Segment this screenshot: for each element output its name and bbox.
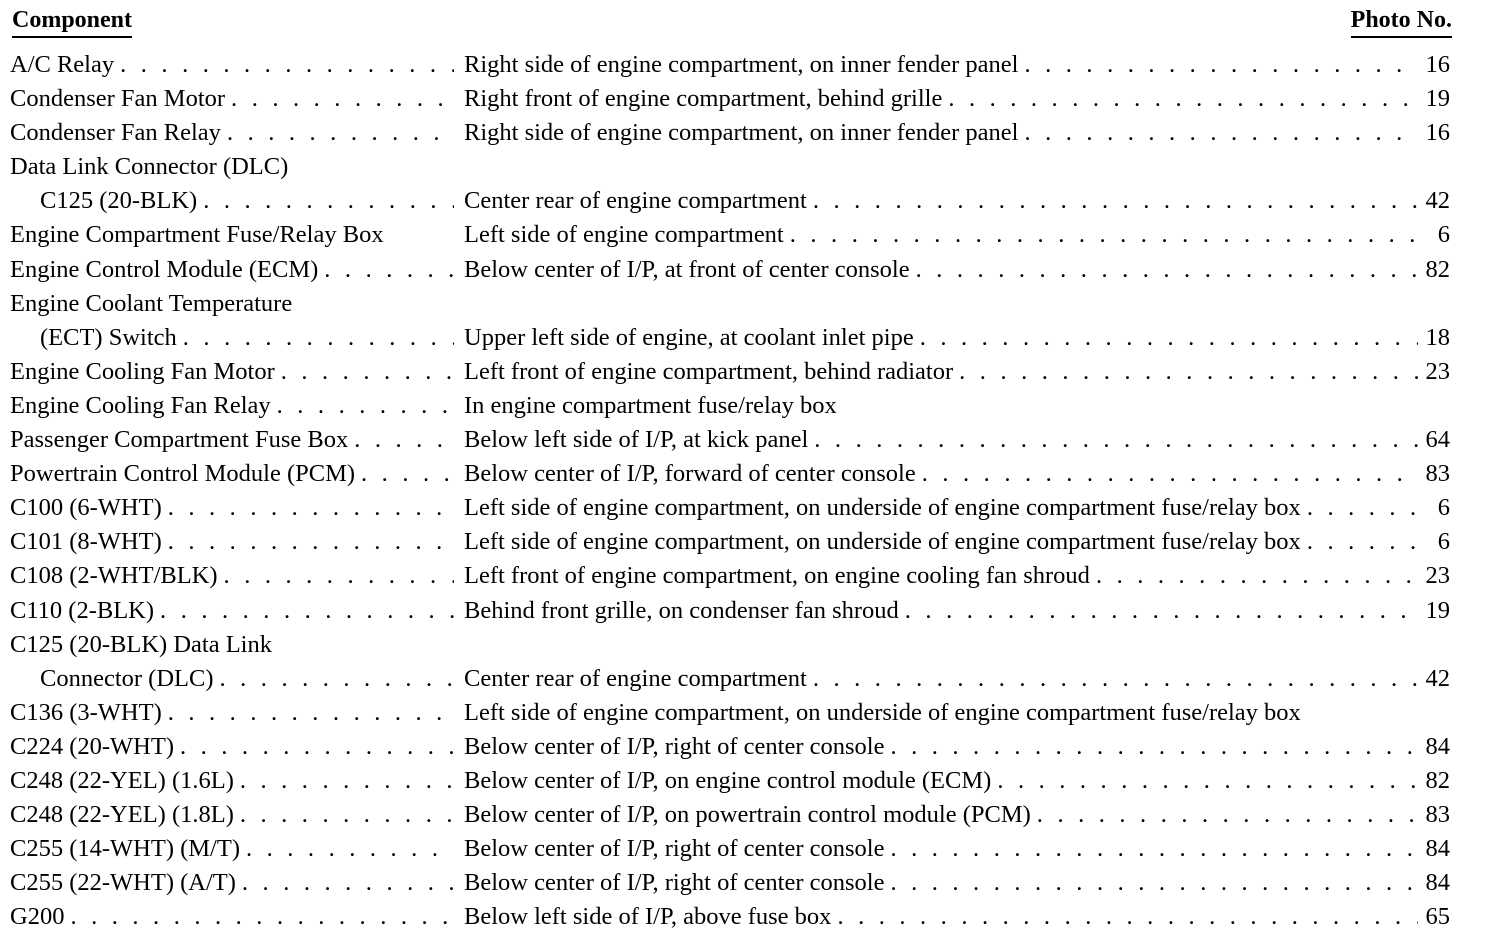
component-name: Data Link Connector (DLC)	[10, 153, 289, 181]
component-cell	[10, 764, 454, 798]
dot-leader	[899, 594, 1418, 628]
table-row	[10, 389, 1450, 423]
table-row	[10, 321, 1450, 355]
table-row	[10, 82, 1450, 116]
location-cell	[464, 594, 1450, 628]
dot-leader	[355, 457, 454, 491]
location-cell	[464, 662, 1450, 696]
location-cell	[464, 355, 1450, 389]
dot-leader	[884, 832, 1417, 866]
component-name: C248 (22-YEL) (1.6L)	[10, 766, 234, 794]
component-cell	[10, 287, 454, 321]
component-name: C248 (22-YEL) (1.8L)	[10, 801, 234, 829]
location-text: Left front of engine compartment, behind radiator	[464, 357, 954, 385]
location-cell	[464, 321, 1450, 355]
photo-number: 23	[1425, 562, 1450, 590]
dot-leader	[807, 662, 1418, 696]
location-cell	[464, 525, 1450, 559]
location-cell	[464, 798, 1450, 832]
table-row	[10, 423, 1450, 457]
location-text: Left side of engine compartment, on underside of engine compartment fuse/relay box	[464, 698, 1301, 726]
photo-number: 18	[1425, 323, 1450, 351]
component-cell	[10, 321, 454, 355]
header-underline	[12, 36, 132, 38]
location-cell	[464, 559, 1450, 593]
dot-leader	[271, 389, 454, 423]
component-name: C100 (6-WHT)	[10, 494, 162, 522]
component-name: Engine Cooling Fan Motor	[10, 357, 275, 385]
location-text: Right side of engine compartment, on inner fender panel	[464, 51, 1019, 78]
location-cell	[464, 491, 1450, 525]
component-cell	[10, 116, 454, 150]
component-cell	[10, 832, 454, 866]
dot-leader	[807, 184, 1418, 218]
location-cell	[464, 832, 1450, 866]
location-text: Below center of I/P, right of center console	[464, 835, 885, 863]
table-row	[10, 355, 1450, 389]
component-column-header: Component	[12, 4, 132, 36]
component-cell	[10, 628, 454, 662]
component-cell	[10, 696, 454, 730]
dot-leader	[884, 730, 1417, 764]
dot-leader	[991, 764, 1417, 798]
location-text: Below center of I/P, right of center console	[464, 869, 885, 897]
location-cell	[464, 116, 1450, 150]
component-name: Passenger Compartment Fuse Box	[10, 426, 349, 454]
component-cell	[10, 253, 454, 287]
location-cell	[464, 48, 1450, 82]
photo-number: 84	[1425, 732, 1450, 760]
component-cell	[10, 218, 454, 252]
dot-leader	[218, 559, 454, 593]
component-name: Powertrain Control Module (PCM)	[10, 460, 356, 488]
photo-number: 83	[1425, 460, 1450, 488]
component-cell	[10, 184, 454, 218]
photo-number: 19	[1425, 85, 1450, 113]
component-name: (ECT) Switch	[40, 323, 177, 351]
dot-leader	[942, 82, 1417, 116]
location-text: Left side of engine compartment, on underside of engine compartment fuse/relay box	[464, 528, 1301, 556]
component-cell	[10, 798, 454, 832]
dot-leader	[1031, 798, 1418, 832]
location-cell	[464, 423, 1450, 457]
location-cell	[464, 389, 1450, 423]
table-row	[10, 730, 1450, 764]
location-text: Left side of engine compartment	[464, 221, 784, 249]
component-name: C255 (14-WHT) (M/T)	[10, 835, 240, 863]
dot-leader	[234, 764, 454, 798]
table-row	[10, 628, 1450, 662]
photo-number: 6	[1437, 221, 1450, 249]
component-name: C136 (3-WHT)	[10, 698, 162, 726]
dot-leader	[831, 900, 1417, 934]
dot-leader	[1018, 116, 1417, 150]
component-list	[10, 48, 1450, 934]
photo-number: 23	[1425, 357, 1450, 385]
location-text: Center rear of engine compartment	[464, 664, 807, 692]
photo-column-header: Photo No.	[1351, 4, 1452, 36]
component-cell	[10, 423, 454, 457]
table-row	[10, 900, 1450, 934]
photo-number: 82	[1425, 255, 1450, 283]
location-cell	[464, 253, 1450, 287]
table-row	[10, 48, 1450, 82]
component-cell	[10, 355, 454, 389]
component-name: C125 (20-BLK) Data Link	[10, 630, 272, 658]
component-name: Connector (DLC)	[40, 664, 214, 692]
component-cell	[10, 150, 454, 184]
dot-leader	[1301, 491, 1430, 525]
location-cell	[464, 457, 1450, 491]
component-name: Engine Control Module (ECM)	[10, 255, 319, 283]
dot-leader	[1301, 525, 1430, 559]
photo-number: 16	[1425, 51, 1450, 78]
dot-leader	[318, 253, 454, 287]
table-row	[10, 798, 1450, 832]
component-name: C108 (2-WHT/BLK)	[10, 562, 218, 590]
table-row	[10, 491, 1450, 525]
location-cell	[464, 900, 1450, 934]
table-row	[10, 184, 1450, 218]
dot-leader	[64, 900, 454, 934]
component-name: Engine Cooling Fan Relay	[10, 391, 271, 419]
table-row	[10, 594, 1450, 628]
component-name: Condenser Fan Motor	[10, 85, 226, 113]
photo-number: 64	[1425, 426, 1450, 454]
photo-number: 42	[1425, 664, 1450, 692]
dot-leader	[808, 423, 1417, 457]
location-text: Below center of I/P, right of center console	[464, 732, 885, 760]
location-text: Right side of engine compartment, on inner fender panel	[464, 119, 1019, 147]
dot-leader	[1090, 559, 1418, 593]
location-text: Below center of I/P, forward of center console	[464, 460, 916, 488]
photo-number: 16	[1425, 119, 1450, 147]
photo-number: 19	[1425, 596, 1450, 624]
dot-leader	[1018, 48, 1417, 82]
dot-leader	[236, 866, 454, 900]
location-text: Left front of engine compartment, on engine cooling fan shroud	[464, 562, 1090, 590]
component-cell	[10, 82, 454, 116]
table-row	[10, 662, 1450, 696]
dot-leader	[914, 321, 1418, 355]
dot-leader	[162, 525, 454, 559]
component-name: C125 (20-BLK)	[40, 187, 198, 215]
component-cell	[10, 594, 454, 628]
table-row	[10, 696, 1450, 730]
component-cell	[10, 866, 454, 900]
dot-leader	[240, 832, 454, 866]
component-cell	[10, 389, 454, 423]
dot-leader	[916, 457, 1418, 491]
dot-leader	[784, 218, 1430, 252]
location-cell	[464, 82, 1450, 116]
component-name: Engine Coolant Temperature	[10, 289, 293, 317]
dot-leader	[154, 594, 454, 628]
component-name: Condenser Fan Relay	[10, 119, 221, 147]
dot-leader	[162, 491, 454, 525]
dot-leader	[953, 355, 1417, 389]
photo-number: 82	[1425, 766, 1450, 794]
dot-leader	[162, 696, 454, 730]
dot-leader	[177, 321, 454, 355]
table-row	[10, 832, 1450, 866]
dot-leader	[114, 48, 454, 82]
photo-number: 83	[1425, 801, 1450, 829]
location-text: Left side of engine compartment, on underside of engine compartment fuse/relay box	[464, 494, 1301, 522]
table-row	[10, 764, 1450, 798]
dot-leader	[221, 116, 454, 150]
dot-leader	[275, 355, 454, 389]
location-text: Below left side of I/P, at kick panel	[464, 426, 809, 454]
component-cell	[10, 457, 454, 491]
location-text: Center rear of engine compartment	[464, 187, 807, 215]
component-name: C255 (22-WHT) (A/T)	[10, 869, 236, 897]
photo-number: 42	[1425, 187, 1450, 215]
dot-leader	[225, 82, 454, 116]
component-name: C110 (2-BLK)	[10, 596, 155, 624]
table-header	[12, 4, 1452, 36]
location-cell	[464, 730, 1450, 764]
dot-leader	[197, 184, 454, 218]
table-row	[10, 253, 1450, 287]
photo-number: 6	[1437, 528, 1450, 556]
table-row	[10, 287, 1450, 321]
dot-leader	[910, 253, 1418, 287]
location-text: In engine compartment fuse/relay box	[464, 391, 837, 419]
component-cell	[10, 48, 454, 82]
component-cell	[10, 559, 454, 593]
location-cell	[464, 218, 1450, 252]
table-row	[10, 116, 1450, 150]
dot-leader	[214, 662, 455, 696]
location-cell	[464, 764, 1450, 798]
component-name: C224 (20-WHT)	[10, 732, 174, 760]
location-cell	[464, 696, 1450, 730]
component-name: G200	[10, 903, 65, 931]
table-row	[10, 218, 1450, 252]
photo-number: 65	[1425, 903, 1450, 931]
component-cell	[10, 900, 454, 934]
location-text: Below center of I/P, on powertrain control module (PCM)	[464, 801, 1031, 829]
component-cell	[10, 662, 454, 696]
location-text: Right front of engine compartment, behind grille	[464, 85, 943, 113]
dot-leader	[234, 798, 454, 832]
component-cell	[10, 491, 454, 525]
dot-leader	[884, 866, 1417, 900]
dot-leader	[174, 730, 454, 764]
location-text: Below left side of I/P, above fuse box	[464, 903, 832, 931]
table-row	[10, 457, 1450, 491]
photo-number: 84	[1425, 835, 1450, 863]
dot-leader	[348, 423, 454, 457]
location-text: Below center of I/P, at front of center console	[464, 255, 910, 283]
component-name: C101 (8-WHT)	[10, 528, 162, 556]
table-row	[10, 525, 1450, 559]
location-text: Below center of I/P, on engine control module (ECM)	[464, 766, 992, 794]
location-text: Upper left side of engine, at coolant inlet pipe	[464, 323, 914, 351]
table-row	[10, 559, 1450, 593]
component-name: Engine Compartment Fuse/Relay Box	[10, 221, 384, 249]
photo-number: 84	[1425, 869, 1450, 897]
location-cell	[464, 866, 1450, 900]
header-underline	[1351, 36, 1452, 38]
location-cell	[464, 184, 1450, 218]
component-cell	[10, 730, 454, 764]
table-row	[10, 150, 1450, 184]
photo-number: 6	[1437, 494, 1450, 522]
component-name: A/C Relay	[10, 51, 115, 78]
component-cell	[10, 525, 454, 559]
location-text: Behind front grille, on condenser fan shroud	[464, 596, 899, 624]
table-row	[10, 866, 1450, 900]
